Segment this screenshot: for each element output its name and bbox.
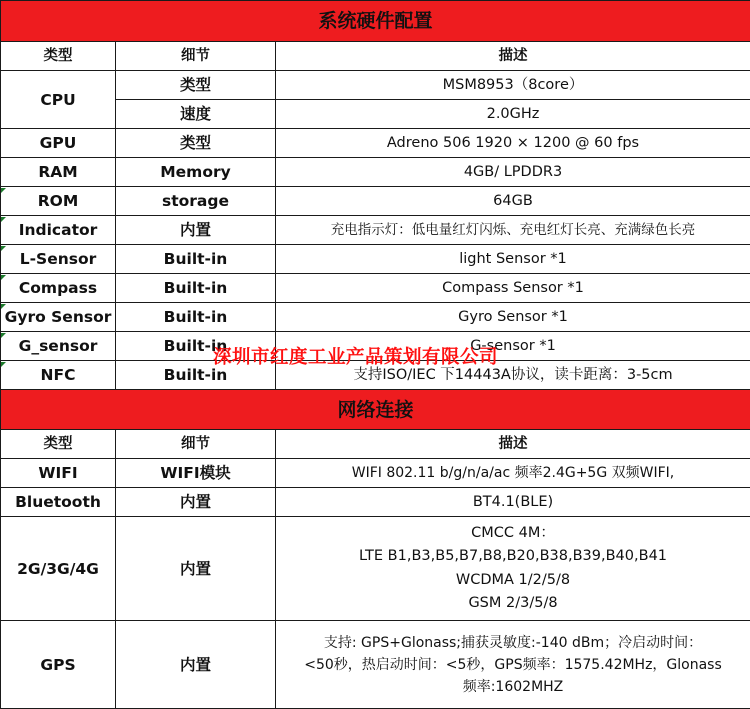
cell-detail: Built-in	[116, 332, 276, 361]
cell-type: Compass	[1, 274, 116, 303]
table-row-gyro-sensor	[1, 303, 750, 332]
cell-marker-icon	[1, 188, 6, 193]
cell-desc: 2.0GHz	[276, 100, 750, 129]
cell-desc: 充电指示灯：低电量红灯闪烁、充电红灯长亮、充满绿色长亮	[276, 216, 750, 245]
header-detail: 细节	[116, 430, 276, 459]
cell-detail: 内置	[116, 517, 276, 621]
table-row-bluetooth	[1, 488, 750, 517]
cell-type: Gyro Sensor	[1, 303, 116, 332]
cell-type: Bluetooth	[1, 488, 116, 517]
table-row-gpu	[1, 129, 750, 158]
company-watermark: 深圳市红度工业产品策划有限公司	[213, 343, 498, 369]
cell-marker-icon	[1, 362, 6, 367]
cell-desc: G-sensor *1	[276, 332, 750, 361]
desc-line: WCDMA 1/2/5/8	[278, 569, 748, 593]
desc-line: CMCC 4M：	[278, 522, 748, 546]
cell-detail: 内置	[116, 621, 276, 709]
cell-type: WIFI	[1, 459, 116, 488]
cell-detail: storage	[116, 187, 276, 216]
cell-marker-icon	[1, 333, 6, 338]
table-header-row	[1, 430, 750, 459]
desc-line: <50秒，热启动时间：<5秒，GPS频率：1575.42MHz，Glonass	[278, 654, 748, 676]
table-row-cellular	[1, 517, 750, 621]
cell-detail: Built-in	[116, 274, 276, 303]
cell-desc: BT4.1(BLE)	[276, 488, 750, 517]
cell-desc: Adreno 506 1920 × 1200 @ 60 fps	[276, 129, 750, 158]
cell-desc	[276, 517, 750, 621]
cell-desc: 64GB	[276, 187, 750, 216]
cell-type: GPU	[1, 129, 116, 158]
table-row-cpu-type	[1, 71, 750, 100]
cell-desc: Compass Sensor *1	[276, 274, 750, 303]
desc-line: 频率:1602MHZ	[278, 676, 748, 698]
cell-desc: light Sensor *1	[276, 245, 750, 274]
table-row-g-sensor	[1, 332, 750, 361]
table-row-l-sensor	[1, 245, 750, 274]
cell-detail: Built-in	[116, 303, 276, 332]
header-type: 类型	[1, 430, 116, 459]
cell-detail: 速度	[116, 100, 276, 129]
cell-desc: Gyro Sensor *1	[276, 303, 750, 332]
table-row-nfc	[1, 361, 750, 390]
cell-detail: 内置	[116, 488, 276, 517]
cell-desc: MSM8953（8core）	[276, 71, 750, 100]
header-detail: 细节	[116, 42, 276, 71]
table-row-wifi	[1, 459, 750, 488]
cell-type: GPS	[1, 621, 116, 709]
cell-type: ROM	[1, 187, 116, 216]
table-row-rom	[1, 187, 750, 216]
header-desc: 描述	[276, 430, 750, 459]
cell-marker-icon	[1, 275, 6, 280]
cell-type: Indicator	[1, 216, 116, 245]
cell-marker-icon	[1, 304, 6, 309]
cell-desc	[276, 621, 750, 709]
cell-detail: Built-in	[116, 361, 276, 390]
desc-line: GSM 2/3/5/8	[278, 592, 748, 616]
table-row-indicator	[1, 216, 750, 245]
header-type: 类型	[1, 42, 116, 71]
cell-type: RAM	[1, 158, 116, 187]
cell-type: NFC	[1, 361, 116, 390]
cell-detail: Built-in	[116, 245, 276, 274]
cell-detail: Memory	[116, 158, 276, 187]
cell-desc: 4GB/ LPDDR3	[276, 158, 750, 187]
header-desc: 描述	[276, 42, 750, 71]
cell-detail: 类型	[116, 129, 276, 158]
cell-detail: 类型	[116, 71, 276, 100]
section-title-network: 网络连接	[1, 390, 750, 430]
cell-type: 2G/3G/4G	[1, 517, 116, 621]
cell-desc: 支持ISO/IEC 下14443A协议，读卡距离：3-5cm	[276, 361, 750, 390]
cell-type: G_sensor	[1, 332, 116, 361]
cell-type: L-Sensor	[1, 245, 116, 274]
desc-line: 支持: GPS+Glonass;捕获灵敏度:-140 dBm；冷启动时间：	[278, 632, 748, 654]
desc-line: LTE B1,B3,B5,B7,B8,B20,B38,B39,B40,B41	[278, 545, 748, 569]
table-row-gps	[1, 621, 750, 709]
table-row-compass	[1, 274, 750, 303]
cell-detail: 内置	[116, 216, 276, 245]
cell-marker-icon	[1, 217, 6, 222]
section-header-hardware	[1, 1, 750, 42]
section-header-network	[1, 390, 750, 430]
table-row-ram	[1, 158, 750, 187]
cell-desc: WIFI 802.11 b/g/n/a/ac 频率2.4G+5G 双频WIFI,	[276, 459, 750, 488]
table-header-row	[1, 42, 750, 71]
cell-detail: WIFI模块	[116, 459, 276, 488]
section-title-hardware: 系统硬件配置	[1, 1, 750, 42]
cell-marker-icon	[1, 246, 6, 251]
cell-type-cpu: CPU	[1, 71, 116, 129]
